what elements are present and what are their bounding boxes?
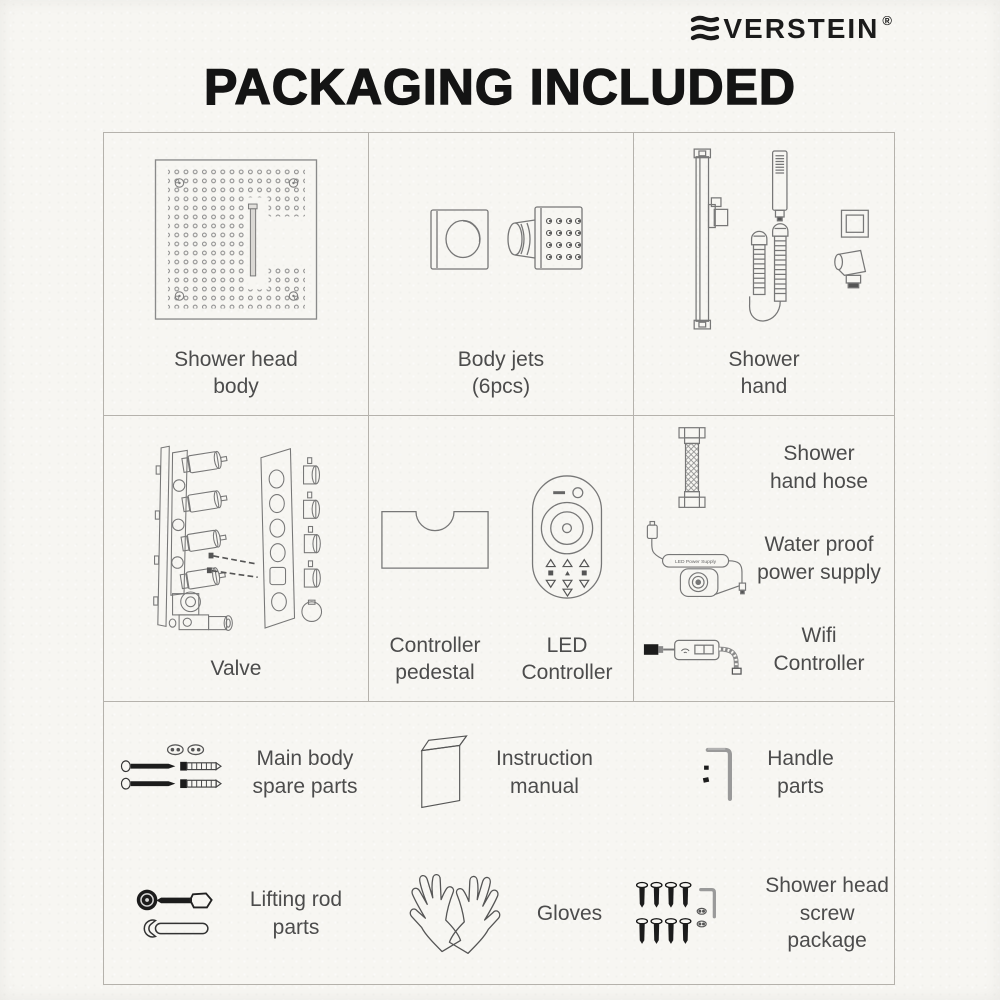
item-label: Body jets (6pcs)	[457, 347, 545, 399]
body-jets-icon	[415, 196, 587, 282]
brand-wordmark: VERSTEIN	[723, 13, 880, 44]
knob-bolt-wrench-icon	[130, 885, 224, 943]
page-title: PACKAGING INCLUDED	[203, 59, 797, 115]
led-remote-icon	[526, 472, 608, 602]
gloves-icon	[399, 870, 511, 958]
packaging-grid	[103, 132, 895, 985]
cell-shower-head-body	[104, 133, 369, 415]
item-label: Valve	[210, 657, 262, 681]
registered-mark: ®	[882, 13, 892, 28]
cell-handle-parts	[633, 702, 894, 843]
cell-shower-hand	[634, 133, 894, 415]
cell-accessories	[634, 416, 894, 701]
item-label: Shower head screw package	[765, 873, 889, 953]
item-label: Shower head body	[174, 347, 298, 399]
power-supply-device-label: LED Power Supply	[675, 559, 717, 565]
item-label: LED Controller	[521, 633, 613, 685]
screw-package-icon	[633, 877, 734, 951]
item-label: Main body spare parts	[252, 746, 358, 798]
brand-e-icon	[690, 15, 720, 43]
cell-lifting-rod-parts	[104, 843, 368, 984]
cell-instruction-manual	[368, 702, 633, 843]
braided-hose-icon	[670, 424, 714, 512]
cell-controllers	[369, 416, 634, 701]
cell-body-jets	[369, 133, 634, 415]
cell-main-body-spare-parts	[104, 702, 368, 843]
shower-hand-icon	[654, 139, 874, 339]
allen-key-setscrews-icon	[693, 738, 741, 808]
item-label: Instruction manual	[496, 746, 593, 798]
manual-booklet-icon	[408, 730, 470, 816]
cell-gloves	[368, 843, 633, 984]
row-shower-hand-hose	[634, 422, 894, 513]
controller-pedestal-icon	[379, 501, 491, 573]
item-label: Lifting rod parts	[249, 887, 343, 939]
item-label: Wifi Controller	[773, 623, 865, 675]
cell-shower-head-screw-package	[633, 843, 894, 984]
sub-controller-pedestal	[369, 416, 501, 687]
kit-section	[104, 702, 894, 984]
item-label: Gloves	[536, 901, 603, 925]
screws-anchors-icon	[114, 740, 226, 806]
row-wifi-controller	[634, 604, 894, 695]
item-label: Shower hand	[728, 347, 800, 399]
shower-head-body-icon	[154, 159, 318, 320]
item-label: Controller pedestal	[389, 633, 481, 685]
sub-led-controller	[501, 416, 633, 687]
item-label: Shower hand hose	[769, 441, 869, 493]
valve-icon	[148, 433, 324, 638]
item-label: Handle parts	[767, 746, 834, 798]
item-label: Water proof power supply	[757, 532, 881, 584]
cell-valve	[104, 416, 369, 701]
brand-logo	[690, 12, 892, 46]
row-power-supply	[634, 513, 894, 604]
wifi-controller-icon	[637, 625, 747, 675]
power-supply-icon	[634, 517, 750, 601]
